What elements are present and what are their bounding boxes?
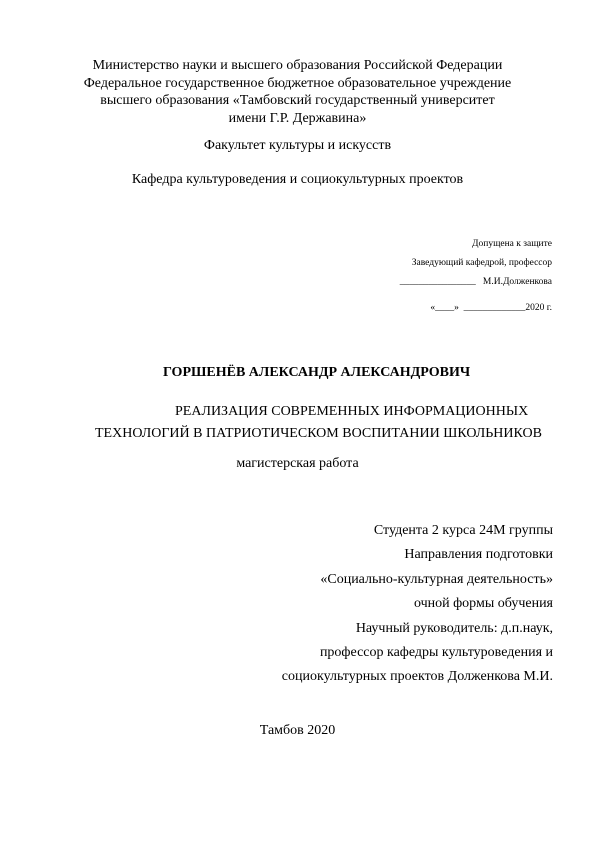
admitted-to-defense: Допущена к защите <box>472 239 552 249</box>
study-direction-label: Направления подготовки <box>404 547 553 562</box>
head-signature-row <box>400 276 552 288</box>
signature-line: ________________ <box>399 277 476 287</box>
city-year: Тамбов 2020 <box>259 723 336 738</box>
study-direction-name: «Социально-культурная деятельность» <box>320 572 553 587</box>
university-name-line-2: имени Г.Р. Державина» <box>228 111 367 126</box>
student-course-group: Студента 2 курса 24М группы <box>373 523 553 538</box>
author-name: ГОРШЕНЁВ АЛЕКСАНДР АЛЕКСАНДРОВИЧ <box>163 365 471 380</box>
date-year: 2020 г. <box>525 303 552 313</box>
faculty-name: Факультет культуры и искусств <box>203 138 392 153</box>
work-type: магистерская работа <box>236 456 359 471</box>
thesis-title-line-2: ТЕХНОЛОГИЙ В ПАТРИОТИЧЕСКОМ ВОСПИТАНИИ ШКОЛЬНИКОВ <box>95 426 542 441</box>
institution-type-line: Федеральное государственное бюджетное образовательное учреждение <box>83 76 512 91</box>
department-name: Кафедра культуроведения и социокультурных проектов <box>131 172 464 187</box>
head-of-department: Заведующий кафедрой, профессор <box>411 258 552 268</box>
thesis-title-line-1: РЕАЛИЗАЦИЯ СОВРЕМЕННЫХ ИНФОРМАЦИОННЫХ <box>175 404 529 419</box>
date-month-blank: _____________ <box>463 303 526 313</box>
university-name-line: высшего образования «Тамбовский государственный университет <box>100 93 495 108</box>
approval-date-row <box>430 302 552 314</box>
supervisor-name: социокультурных проектов Долженкова М.И. <box>281 669 553 684</box>
ministry-line: Министерство науки и высшего образования Российской Федерации <box>92 58 503 73</box>
head-name: М.И.Долженкова <box>482 277 552 287</box>
date-day-blank: «____» <box>430 303 459 313</box>
supervisor-label: Научный руководитель: д.п.наук, <box>355 621 553 636</box>
supervisor-position: профессор кафедры культуроведения и <box>319 645 553 660</box>
study-form: очной формы обучения <box>413 596 553 611</box>
